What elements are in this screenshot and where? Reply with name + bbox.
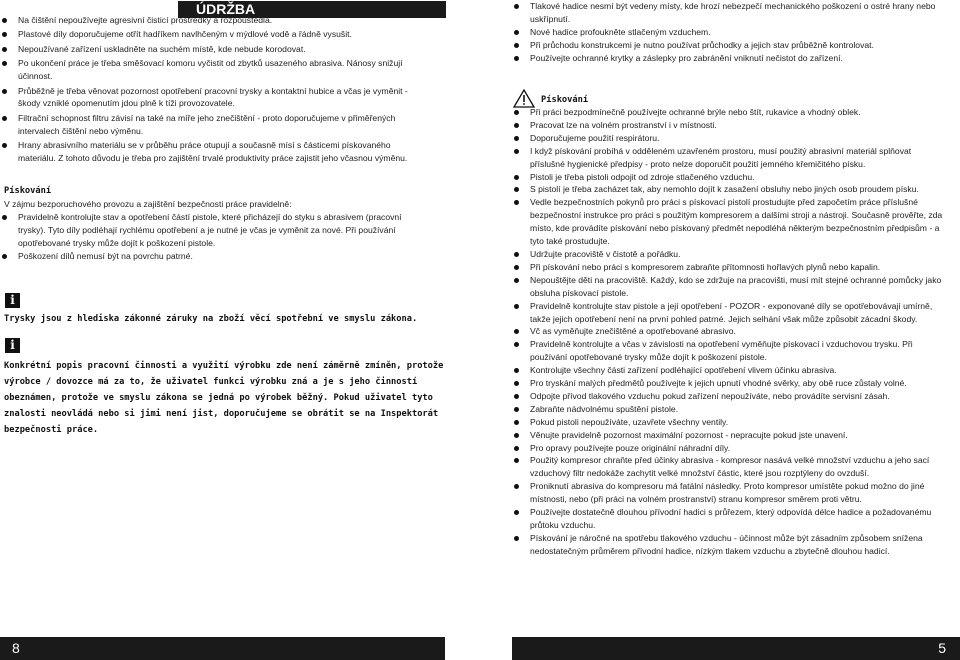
sandblasting-heading-right: Pískování [541, 95, 589, 105]
list-item: Při pískování nebo práci s kompresorem zabraňte přítomnosti hořlavých plynů nebo kapalin. [512, 261, 948, 274]
list-item: Použitý kompresor chraňte před účinky abrasiva - kompresor nasává velké množství vzduchu a jeho sací vzduchový filtr nedokáže zachytit velké množství částic, které jsou rozptýleny do ovzduší. [512, 454, 948, 480]
list-item: Vedle bezpečnostních pokynů pro práci s pískovací pistolí prostudujte před započetím práce příslušné bezpečnostní instrukce pro práci s použitým kompresorem a dalšími stroji a nástroji. Současně prověřte, zda místo, kde provádíte pískování nebo pískovaný předmět nepodléhá některým bezpečnostním předpisům - a tyto také prostudujte. [512, 196, 948, 248]
info-icon: i [5, 338, 20, 353]
hose-safety-list [512, 0, 948, 65]
list-item: Hrany abrasivního materiálu se v průběhu práce otupují a současně mísí s částicemi pískovaného materiálu. Z tohoto důvodu je třeba pro zajištění trvalé produktivity práce zajistit jeho včasnou výměnu. [0, 139, 430, 165]
list-item: Po ukončení práce je třeba směšovací komoru vyčistit od zbytků usazeného abrasiva. Nánosy snižují účinnost. [0, 57, 430, 83]
list-item: Používejte ochranné krytky a záslepky pro zabránění vniknutí nečistot do zařízení. [512, 52, 948, 65]
list-item: Vč as vyměňujte znečištěné a opotřebované abrasivo. [512, 325, 948, 338]
list-item: Používejte dostatečně dlouhou přívodní hadici s průřezem, který odpovídá délce hadice a požadovanému průtoku vzduchu. [512, 506, 948, 532]
list-item: Pravidelně kontrolujte a včas v závislosti na opotřebení vyměňujte pískovací i vzduchovou trysku. Při používání opotřebované trysky může dojít k poškození pistole. [512, 338, 948, 364]
info-icon: i [5, 293, 20, 308]
page-number-right: 5 [512, 637, 960, 660]
list-item: Kontrolujte všechny části zařízení podléhající opotřebení vlivem účinku abrasiva. [512, 364, 948, 377]
list-item: Průběžně je třeba věnovat pozornost opotřebení pracovní trysky a kontaktní hubice a včas je vyměnit - škody vzniklé opomenutím jdou plně k tíži provozovatele. [0, 85, 430, 111]
description-note: Konkrétní popis pracovní činnosti a využití výrobku zde není záměrně zmíněn, protože výrobce / dovozce má za to, že uživatel funkci výrobku zná a je s jeho činností obeznámen, protože ve smyslu zákona se jedná po výrobek běžný. Pokud uživatel tyto znalosti neovládá nebo si jimi není jist, doporučujeme se obrátit se na Inspektorát bezpečnosti práce. [4, 361, 444, 435]
list-item: Věnujte pravidelně pozornost maximální pozornost - nepracujte pokud jste unavení. [512, 429, 948, 442]
maintenance-list [0, 14, 430, 166]
list-item: I když pískování probíhá v odděleném uzavřeném prostoru, musí použitý abrasivní materiál splňovat příslušné hygienické předpisy - proto nelze doporučit použití jemného křemičitého písku. [512, 145, 948, 171]
section-title-udrzba: ÚDRŽBA [178, 1, 446, 18]
list-item: Pískování je náročné na spotřebu tlakového vzduchu - účinnost může být zásadním způsobem snížena nedostatečným průměrem přívodní hadice, nízkým tlakem vzduchu a zbytečně dlouhou hadicí. [512, 532, 948, 558]
sandblasting-heading: Pískování [4, 186, 52, 196]
sandblasting-intro: V zájmu bezporuchového provozu a zajištění bezpečnosti práce pravidelně: [4, 199, 292, 209]
list-item: Zabraňte nádvolnému spuštění pistole. [512, 403, 948, 416]
list-item: Udržujte pracoviště v čistotě a pořádku. [512, 248, 948, 261]
list-item: Pravidelně kontrolujte stav pistole a její opotřebení - POZOR - exponované díly se opotřebovávají umírně, takže jejich opotřebení není na první pohled patrné. Jejich selhání však může způsobit zácadní škody. [512, 300, 948, 326]
list-item: Pro opravy používejte pouze originální náhradní díly. [512, 442, 948, 455]
sandblasting-safety-list [512, 106, 948, 558]
list-item: Poškození dílů nemusí být na povrchu patrné. [0, 250, 430, 263]
list-item: Pro tryskání malých předmětů používejte k jejich upnutí vhodné svěrky, aby obě ruce zůstaly volné. [512, 377, 948, 390]
list-item: Pravidelně kontrolujte stav a opotřebení částí pistole, které přicházejí do styku s abrasivem (pracovní trysky). Tyto díly podléhají rychlému opotřebení a je nutné je včas je vyměnit za nové. Při používání opotřebované trysky může dojít k poškození pistole. [0, 211, 430, 250]
list-item: Doporučujeme použití respirátoru. [512, 132, 948, 145]
list-item: Proniknutí abrasiva do kompresoru má fatální následky. Proto kompresor umístěte pokud možno do jiné místnosti, nebo (při práci na volném prostranství) stranu kompresor směrem proti větru. [512, 480, 948, 506]
list-item: Na čištění nepoužívejte agresivní čisticí prostředky a rozpouštědla. [0, 14, 430, 27]
list-item: Plastové díly doporučujeme otřít hadříkem navlhčeným v mýdlové vodě a řádně vysušit. [0, 28, 430, 41]
list-item: Při práci bezpodmínečně používejte ochranné brýle nebo štít, rukavice a vhodný oblek. [512, 106, 948, 119]
warranty-note: Trysky jsou z hlediska zákonné záruky na zboží věcí spotřební ve smyslu zákona. [4, 314, 418, 324]
list-item: Pokud pistoli nepoužíváte, uzavřete všechny ventily. [512, 416, 948, 429]
list-item: Tlakové hadice nesmí být vedeny místy, kde hrozí nebezpečí mechanického poškození o ostré hrany nebo uskřípnutí. [512, 0, 948, 26]
list-item: Pracovat lze na volném prostranství i v místnosti. [512, 119, 948, 132]
list-item: Nepoužívané zařízení uskladněte na suchém místě, kde nebude korodovat. [0, 43, 430, 56]
list-item: Pistoli je třeba pistoli odpojit od zdroje stlačeného vzduchu. [512, 171, 948, 184]
page-number-left: 8 [0, 637, 445, 660]
list-item: Nové hadice profoukněte stlačeným vzduchem. [512, 26, 948, 39]
sandblasting-maintenance-list [0, 211, 430, 263]
list-item: Odpojte přívod tlakového vzduchu pokud zařízení nepoužíváte, nebo provádíte servisní zásah. [512, 390, 948, 403]
list-item: Filtrační schopnost filtru závisí na také na míře jeho znečištění - proto doporučujeme v přiměřených intervalech čištění nebo výměnu. [0, 112, 430, 138]
list-item: S pistolí je třeba zacházet tak, aby nemohlo dojít k zasažení obsluhy nebo jiných osob proudem písku. [512, 183, 948, 196]
list-item: Nepouštějte děti na pracoviště. Každý, kdo se zdržuje na pracovišti, musí mít stejné ochranné pomůcky jako obsluha pískovací pistole. [512, 274, 948, 300]
list-item: Při průchodu konstrukcemi je nutno používat průchodky a jejich stav průběžně kontrolovat. [512, 39, 948, 52]
